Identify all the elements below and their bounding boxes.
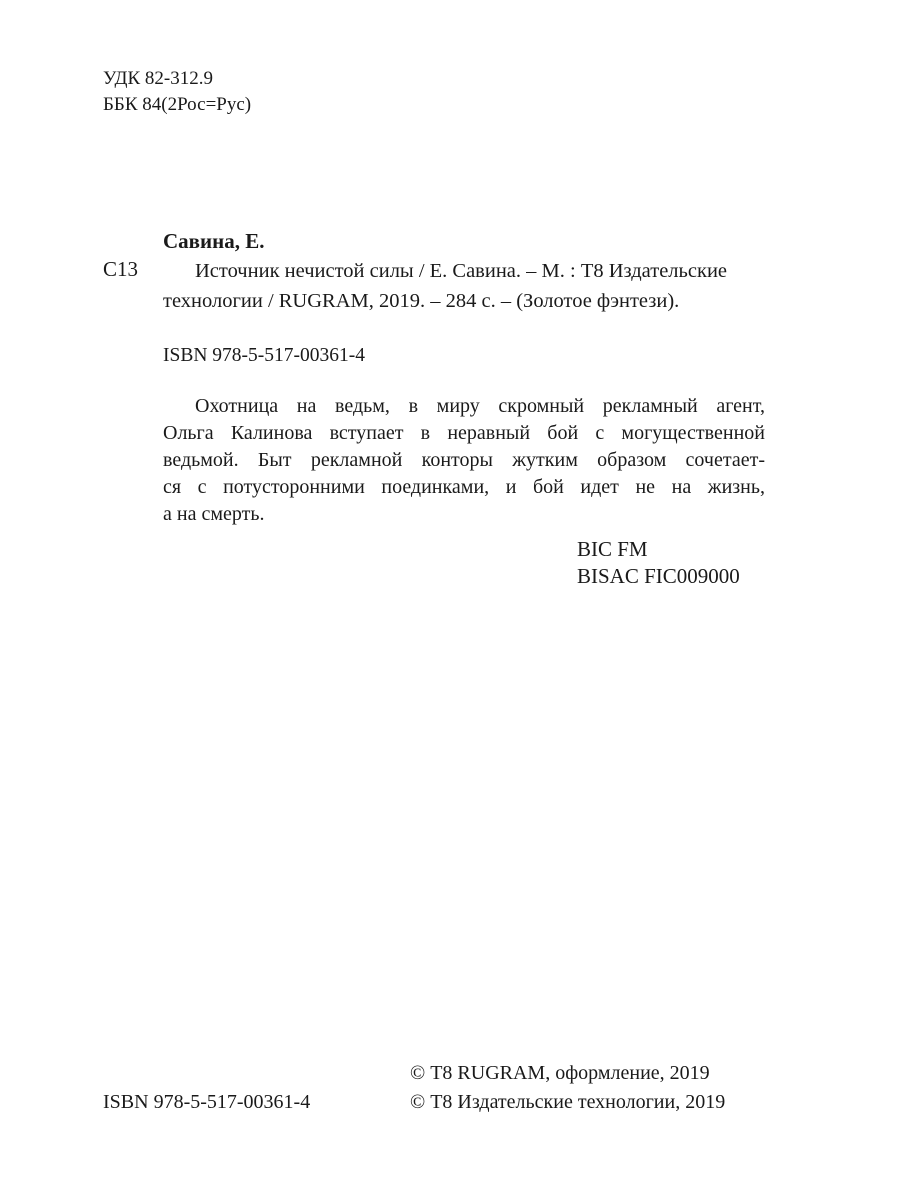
copyright-notices <box>410 1059 725 1117</box>
udk-code: УДК 82-312.9 <box>103 68 213 89</box>
isbn: ISBN 978-5-517-00361-4 <box>163 345 366 366</box>
biblio-line: технологии / RUGRAM, 2019. – 284 с. – (Золотое фэнтези). <box>163 290 680 312</box>
annotation-line: а на смерть. <box>163 503 265 525</box>
subject-codes <box>577 536 740 590</box>
bic-code: BIC FM <box>577 537 648 561</box>
footer-isbn: ISBN 978-5-517-00361-4 <box>103 1091 311 1113</box>
bbk-code: ББК 84(2Рос=Рус) <box>103 94 252 115</box>
copyright-notice: © Т8 Издательские технологии, 2019 <box>410 1091 726 1113</box>
annotation-line: Ольга Калинова вступает в неравный бой с могущественной <box>163 422 765 444</box>
copyright-notice: © Т8 RUGRAM, оформление, 2019 <box>410 1062 710 1084</box>
bibliographic-description <box>163 256 765 316</box>
classification-block <box>103 66 251 118</box>
annotation <box>163 393 765 528</box>
annotation-line: ся с потусторонними поединками, и бой идет не на жизнь, <box>163 476 765 498</box>
author-name: Савина, Е. <box>163 229 265 253</box>
biblio-line: Источник нечистой силы / Е. Савина. – М. : Т8 Издательские <box>195 260 728 282</box>
bisac-code: BISAC FIC009000 <box>577 564 740 588</box>
annotation-line: Охотница на ведьм, в миру скромный рекламный агент, <box>195 395 765 417</box>
author-code: С13 <box>103 257 139 281</box>
annotation-line: ведьмой. Быт рекламной конторы жутким образом сочетает- <box>163 449 765 471</box>
